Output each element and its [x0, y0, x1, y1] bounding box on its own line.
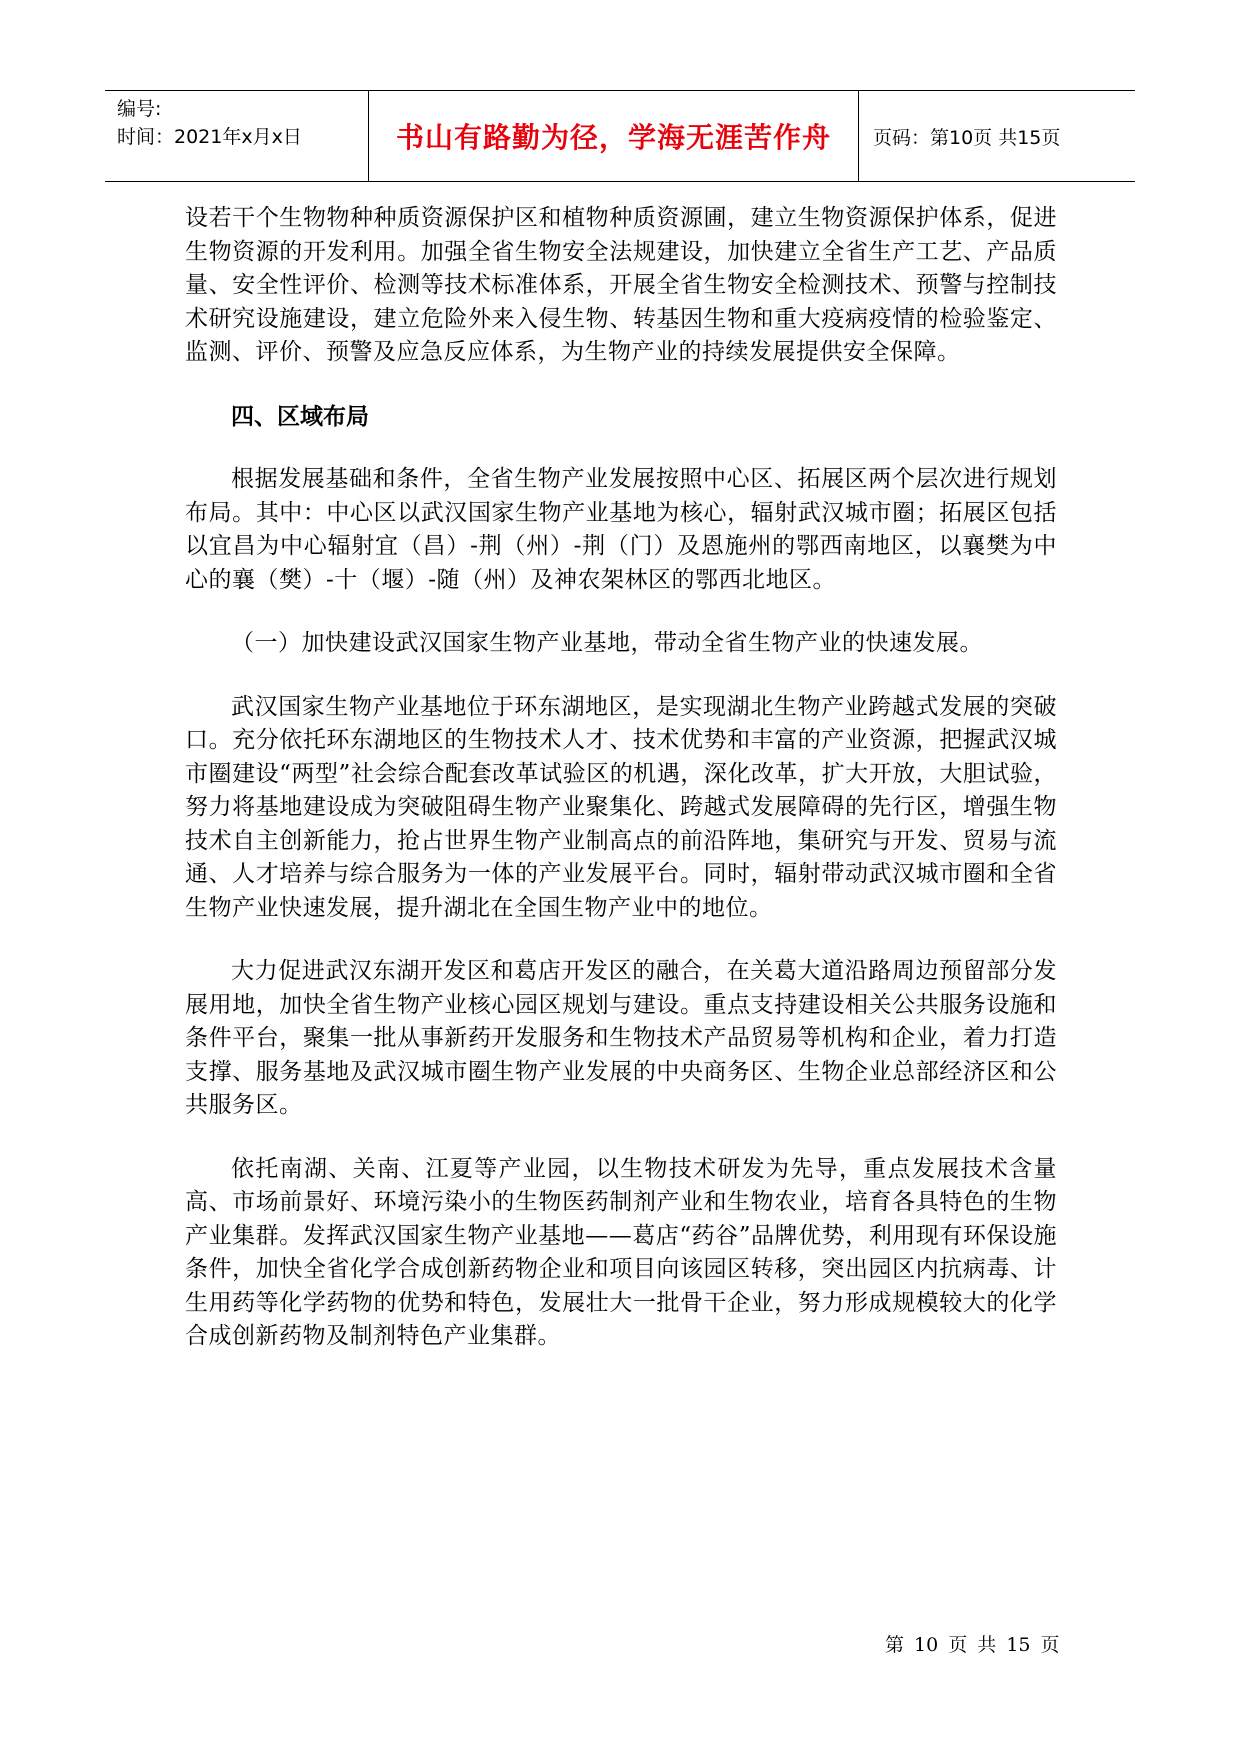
paragraph-5: 大力促进武汉东湖开发区和葛店开发区的融合，在关葛大道沿路周边预留部分发展用地，加快全省生物产业核心园区规划与建设。重点支持建设相关公共服务设施和条件平台，聚集一批从事新药开发服务和生物技术产品贸易等机构和企业，着力打造支撑、服务基地及武汉城市圈生物产业发展的中央商务区、生物企业总部经济区和公共服务区。 — [185, 958, 1057, 1118]
document-body — [185, 202, 1057, 1384]
header-motto: 书山有路勤为径，学海无涯苦作舟 — [369, 91, 859, 181]
header-page-label: 页码：第10页 共15页 — [873, 126, 1061, 149]
paragraph-6: 依托南湖、关南、江夏等产业园，以生物技术研发为先导，重点发展技术含量高、市场前景好、环境污染小的生物医药制剂产业和生物农业，培育各具特色的生物产业集群。发挥武汉国家生物产业基地——葛店“药谷”品牌优势，利用现有环保设施条件，加快全省化学合成创新药物企业和项目向该园区转移，突出园区内抗病毒、计生用药等化学药物的优势和特色，发展壮大一批骨干企业，努力形成规模较大的化学合成创新药物及制剂特色产业集群。 — [185, 1155, 1057, 1349]
header-left-cell — [105, 91, 369, 181]
paragraph-4: 武汉国家生物产业基地位于环东湖地区，是实现湖北生物产业跨越式发展的突破口。充分依托环东湖地区的生物技术人才、技术优势和丰富的产业资源，把握武汉城市圈建设“两型”社会综合配套改革试验区的机遇，深化改革，扩大开放，大胆试验，努力将基地建设成为突破阻碍生物产业聚集化、跨越式发展障碍的先行区，增强生物技术自主创新能力，抢占世界生物产业制高点的前沿阵地，集研究与开发、贸易与流通、人才培养与综合服务为一体的产业发展平台。同时，辐射带动武汉城市圈和全省生物产业快速发展，提升湖北在全国生物产业中的地位。 — [185, 693, 1057, 921]
page-header — [105, 90, 1135, 182]
paragraph-3: （一）加快建设武汉国家生物产业基地，带动全省生物产业的快速发展。 — [231, 630, 983, 656]
section-heading: 四、区域布局 — [231, 402, 369, 430]
document-time-label: 时间：2021年x月x日 — [117, 126, 302, 148]
document-number-label: 编号: — [117, 98, 162, 120]
page-footer: 第 10 页 共 15 页 — [885, 1634, 1060, 1656]
paragraph-1: 设若干个生物物种种质资源保护区和植物种质资源圃，建立生物资源保护体系，促进生物资源的开发利用。加强全省生物安全法规建设，加快建立全省生产工艺、产品质量、安全性评价、检测等技术标准体系，开展全省生物安全检测技术、预警与控制技术研究设施建设，建立危险外来入侵生物、转基因生物和重大疫病疫情的检验鉴定、监测、评价、预警及应急反应体系，为生物产业的持续发展提供安全保障。 — [185, 205, 1057, 365]
paragraph-2: 根据发展基础和条件，全省生物产业发展按照中心区、拓展区两个层次进行规划布局。其中：中心区以武汉国家生物产业基地为核心，辐射武汉城市圈；拓展区包括以宜昌为中心辐射宜（昌）-荆（州）-荆（门）及恩施州的鄂西南地区，以襄樊为中心的襄（樊）-十（堰）-随（州）及神农架林区的鄂西北地区。 — [185, 466, 1057, 593]
